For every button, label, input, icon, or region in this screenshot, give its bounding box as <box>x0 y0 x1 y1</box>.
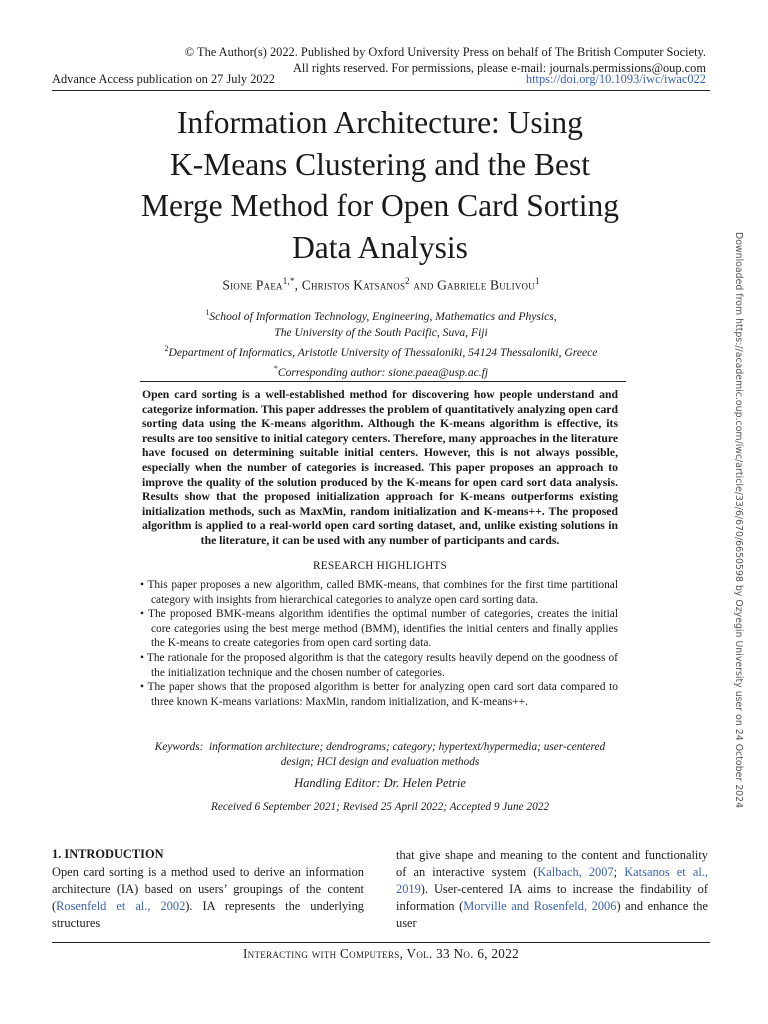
body-text: ). User-centered IA aims to increase the findability of information ( <box>396 882 708 913</box>
author-name: Christos Katsanos <box>301 277 406 293</box>
affiliation-text: School of Information Technology, Engineering, Mathematics and Physics, <box>209 309 557 323</box>
header-rule <box>52 90 710 91</box>
affiliation-mark: 1 <box>205 308 210 317</box>
doi-link[interactable]: https://doi.org/10.1093/iwc/iwac022 <box>525 72 706 86</box>
journal-footer: Interacting with Computers, Vol. 33 No. 6, 2022 <box>242 946 519 961</box>
affiliation-1 <box>52 305 710 325</box>
advance-access-date: Advance Access publication on 27 July 2022 <box>52 72 275 86</box>
keywords <box>142 740 618 769</box>
affiliation-text: Department of Informatics, Aristotle University of Thessaloniki, 54124 Thessaloniki, Greece <box>168 345 598 359</box>
footer-rule <box>52 942 710 943</box>
research-highlights-list <box>140 578 618 709</box>
title-line: Information Architecture: Using <box>177 105 583 140</box>
section-heading-introduction: 1. INTRODUCTION <box>52 847 164 861</box>
highlight-text: This paper proposes a new algorithm, called BMK-means, that combines for the first time partitional category with insights from hierarchical categories to analyze open card sorting data. <box>147 579 618 606</box>
author-name: Gabriele Bulivou <box>437 277 535 293</box>
handling-editor: Handling Editor: Dr. Helen Petrie <box>294 776 466 790</box>
affiliation-2 <box>52 341 710 361</box>
bullet: • <box>140 579 144 591</box>
title-line: Data Analysis <box>292 229 468 265</box>
highlight-item <box>140 651 618 680</box>
abstract-rule <box>140 381 626 382</box>
author-affiliation-mark: 1 <box>534 276 540 286</box>
highlight-item <box>140 607 618 651</box>
title-line: K-Means Clustering and the Best <box>170 146 590 182</box>
permissions-line: All rights reserved. For permissions, please e-mail: journals.permissions@oup.com <box>292 61 706 75</box>
body-text: ). IA represents the underlying structures <box>52 899 364 930</box>
corresponding-text: Corresponding author: sione.paea@usp.ac.fj <box>277 365 489 379</box>
keywords-text: information architecture; dendrograms; category; hypertext/hypermedia; user-centered design; HCI design and evaluation methods <box>208 741 606 768</box>
download-watermark: Downloaded from https://academic.oup.com/iwc/article/33/6/670/6650598 by Ozyegin University user on 24 October 2024 <box>733 232 744 809</box>
citation-link[interactable]: Katsanos et al., 2019 <box>396 865 708 896</box>
citation-link[interactable]: Rosenfeld et al., 2002 <box>56 899 186 913</box>
body-text: Open card sorting is a method used to derive an information architecture (IA) based on users’ groupings of the content ( <box>52 865 364 913</box>
article-title <box>80 102 680 268</box>
received-dates: Received 6 September 2021; Revised 25 April 2022; Accepted 9 June 2022 <box>210 801 550 813</box>
keywords-label: Keywords: <box>154 741 204 753</box>
affiliations <box>52 305 710 381</box>
body-text: ; <box>613 865 625 879</box>
bullet: • <box>140 651 144 664</box>
title-line: Merge Method for Open Card Sorting <box>141 188 619 223</box>
body-text: that give shape and meaning to the content and functionality of an interactive system ( <box>396 848 708 879</box>
copyright-line: © The Author(s) 2022. Published by Oxford University Press on behalf of The British Computer Society. <box>184 45 706 59</box>
author-affiliation-mark: 1,* <box>282 276 295 286</box>
citation-link[interactable]: Morville and Rosenfeld, 2006 <box>463 899 617 913</box>
corresponding-author <box>52 361 710 381</box>
intro-left-column <box>52 864 364 932</box>
research-highlights-title: RESEARCH HIGHLIGHTS <box>312 560 448 572</box>
citation-link[interactable]: Kalbach, 2007 <box>537 865 614 879</box>
affiliation-mark: 2 <box>164 343 169 353</box>
corresponding-mark: * <box>273 363 278 373</box>
highlight-item <box>140 578 618 607</box>
author-affiliation-mark: 2 <box>405 276 410 286</box>
abstract: Open card sorting is a well-established method for discovering how people understand and categorize information. This paper addresses the problem of quantitatively analyzing open card sorting data using the K-means algorithm. Although the K-means algorithm is effective, its results are too sensitive to initial category centers. Therefore, many approaches in the literature have focused on determining suitable initial centers. However, this is not always possible, especially when the number of categories is increased. This paper proposes an approach to improve the quality of the solution produced by the K-means for open card sort data analysis. Results show that the proposed initialization approach for K-means outperforms existing initialization methods, such as MaxMin, random initialization and K-means++. The proposed algorithm is applied to a real-world open card sorting dataset, and, unlike existing solutions in the literature, it can be used with any number of participants and cards. <box>142 388 618 547</box>
author-name: Sione Paea <box>222 277 283 293</box>
highlight-text: The rationale for the proposed algorithm is that the category results heavily depend on the goodness of the initialization technique and the chosen number of categories. <box>146 651 618 679</box>
author-separator: and <box>409 277 438 293</box>
affiliation-1-cont: The University of the South Pacific, Suva, Fiji <box>274 325 488 339</box>
author-separator: , <box>294 277 302 293</box>
intro-right-column <box>396 847 708 932</box>
bullet: • <box>140 681 144 694</box>
highlight-item <box>140 680 618 709</box>
highlight-text: The proposed BMK-means algorithm identifies the optimal number of categories, creates the initial core categories using the best merge method (BMM), identifies the initial centers and finally applies the K-means to create categories from open card sorting data. <box>148 608 618 650</box>
author-list <box>52 276 710 294</box>
body-text: ) and enhance the user <box>396 899 708 930</box>
highlight-text: The paper shows that the proposed algorithm is better for analyzing open card sort data compared to three known K-means variations: MaxMin, random initialization, and K-means++. <box>147 681 618 708</box>
bullet: • <box>140 608 144 621</box>
